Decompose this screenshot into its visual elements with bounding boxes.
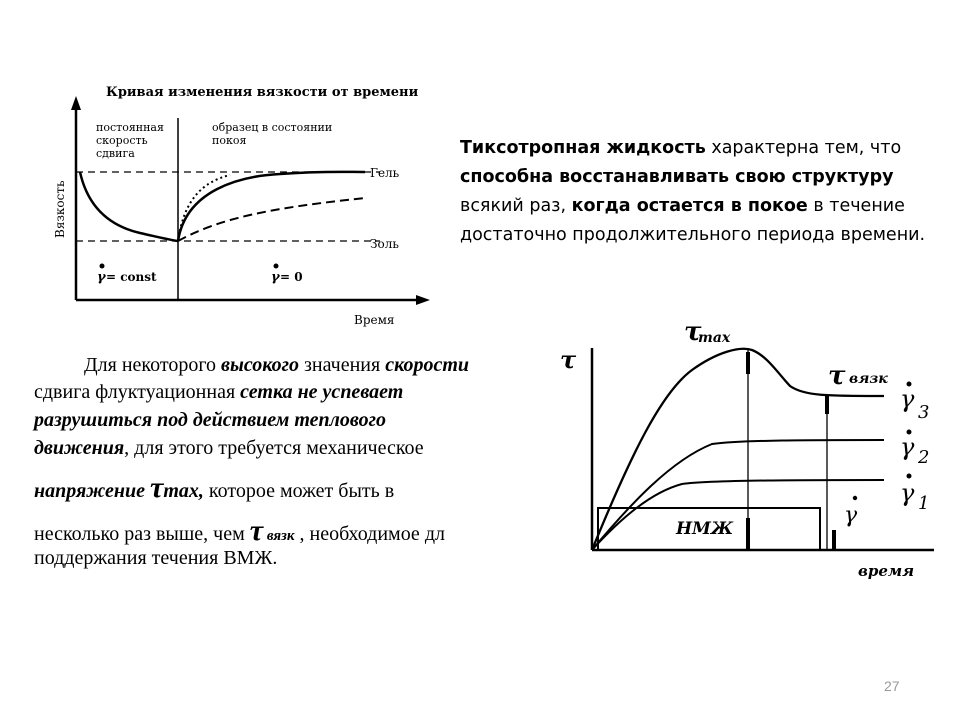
text-span: высокого [221, 354, 299, 376]
gamma2-symbol: γ [900, 433, 915, 461]
def-text-1: характерна тем, что [705, 138, 902, 158]
cond-right-symbol: γ [271, 270, 280, 285]
thixotropic-definition [460, 134, 930, 250]
page-number: 27 [884, 678, 900, 694]
tau-max-sub: max [698, 330, 731, 346]
text-span: сетка [240, 381, 293, 403]
text-line-7: поддержания течения ВМЖ. [34, 547, 278, 569]
def-text-2: всякий раз, [460, 196, 572, 216]
dot-mark [100, 264, 105, 269]
gamma-symbol: γ [844, 503, 858, 528]
curve-sol-label: Золь [370, 237, 399, 251]
text-span: не успевает [297, 381, 404, 403]
tau-visc-sub: вязк [849, 371, 888, 387]
text-span: движения [34, 437, 125, 459]
y-axis-symbol: τ [560, 345, 577, 374]
dashed-recovery-curve [178, 198, 365, 241]
text-span: несколько раз выше, чем [34, 523, 250, 545]
stress-time-svg [560, 312, 950, 602]
text-line-6 [34, 514, 554, 547]
gamma3-symbol: γ [900, 385, 915, 413]
curve-gamma1 [592, 480, 884, 550]
def-bold-2: когда остается в покое [571, 196, 808, 216]
text-span: скорости [385, 354, 470, 376]
gamma1-symbol: γ [900, 479, 915, 507]
term-thixotropic: Тиксотропная жидкость [460, 138, 706, 158]
right-figure-xlabel: время [858, 562, 915, 580]
tau-visc-symbol: τ [828, 361, 846, 391]
text-line-3: разрушиться под действием теплового [34, 409, 386, 431]
region-right-label-2: покоя [212, 134, 247, 147]
dotted-recovery-curve [178, 175, 230, 241]
text-span: , необходимое дл [294, 523, 445, 545]
text-line-4 [34, 434, 554, 468]
left-figure-title: Кривая изменения вязкости от времени [106, 85, 419, 100]
text-line-2 [34, 378, 554, 406]
gamma2-index: 2 [918, 447, 930, 468]
shear-explanation [34, 352, 554, 572]
left-figure-ylabel: Вязкость [53, 180, 67, 238]
cond-left-symbol: γ [97, 270, 106, 285]
gel-recovery-curve [178, 172, 365, 241]
def-text-3: в течение достаточно продолжительного периода времени. [460, 196, 926, 245]
region-right-label-1: образец в состоянии [212, 121, 333, 134]
y-axis-arrow [71, 96, 81, 110]
thinning-curve [80, 172, 178, 241]
dot-mark [853, 496, 857, 500]
text-span: вязк [263, 528, 295, 544]
cond-left-rest: = const [106, 270, 157, 284]
region-left-label-3: сдвига [96, 147, 135, 160]
def-bold-1: способна восстанавливать свою структуру [460, 167, 894, 187]
text-span: сдвига флуктуационная [34, 381, 241, 403]
text-span: значения [298, 354, 386, 376]
region-left-label-1: постоянная [96, 121, 164, 134]
text-line-5 [34, 468, 554, 514]
dot-mark [274, 264, 279, 269]
viscosity-time-figure [40, 78, 440, 338]
curve-gel-label: Гель [370, 166, 400, 180]
tau-max-symbol: τ [684, 317, 702, 347]
nmzh-label: НМЖ [676, 519, 734, 539]
text-span: max, [163, 480, 204, 502]
dot-mark [907, 474, 912, 479]
cond-right-rest: = 0 [280, 270, 303, 284]
region-left-label-2: скорость [96, 134, 148, 147]
text-span: которое может быть в [203, 480, 395, 502]
text-span: , для этого требуется механическое [124, 437, 424, 459]
left-figure-xlabel: Время [354, 313, 395, 327]
curve-gamma2 [592, 440, 884, 550]
gamma1-index: 1 [918, 493, 930, 514]
stress-time-figure [560, 312, 950, 602]
text-span: Для некоторого [84, 354, 222, 376]
gamma3-index: 3 [918, 402, 930, 423]
text-line-1 [34, 352, 554, 378]
tau-symbol: τ [249, 514, 264, 547]
viscosity-time-svg [40, 78, 440, 338]
text-span: напряжение [34, 480, 151, 502]
x-axis-arrow [416, 295, 430, 305]
tau-symbol: τ [150, 471, 164, 504]
